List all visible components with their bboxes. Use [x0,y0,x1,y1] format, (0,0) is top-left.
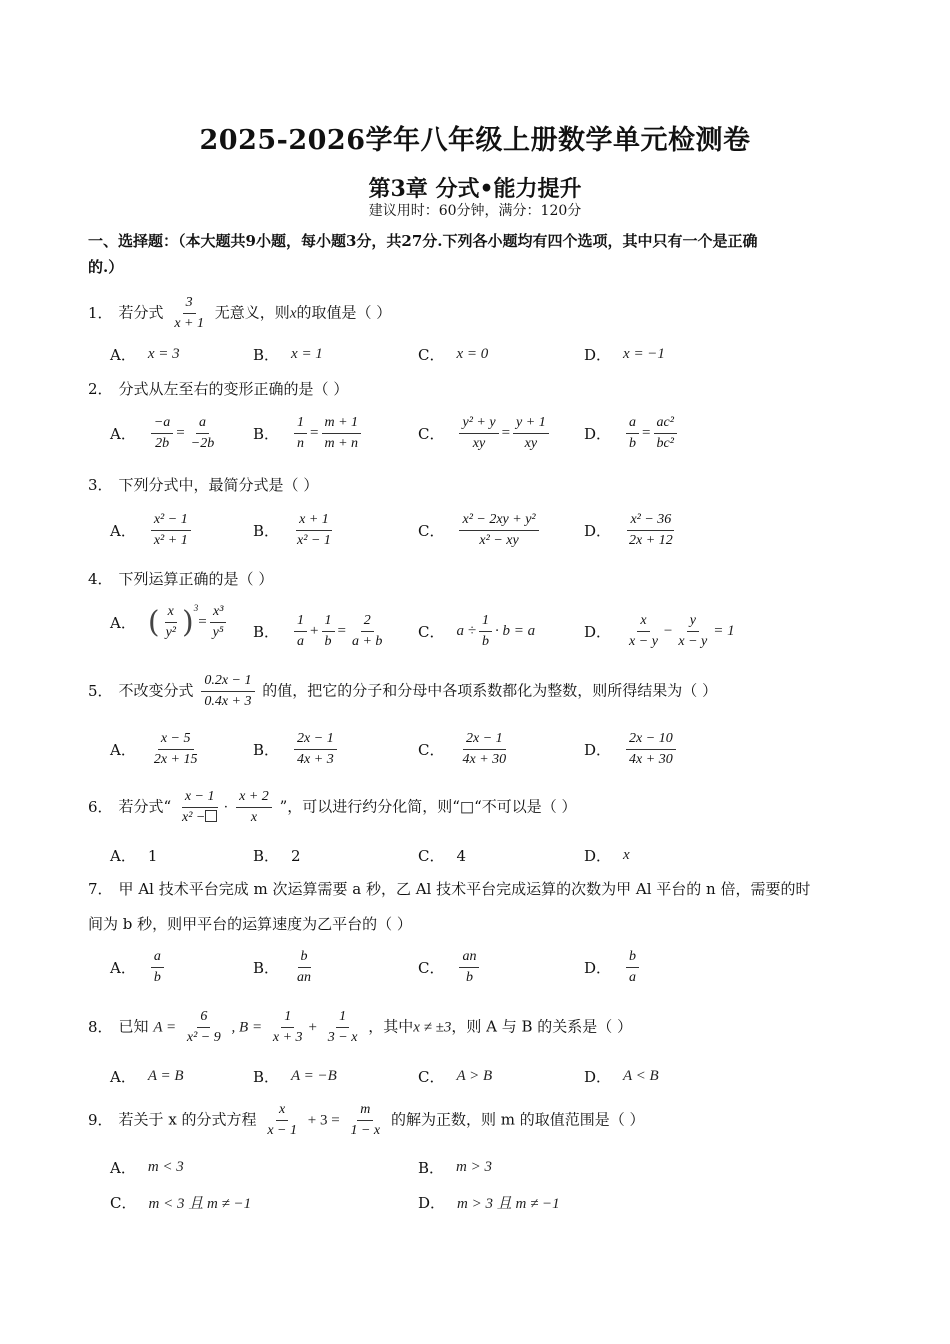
q7-option-c[interactable]: C． $\frac{an}{b}$ [418,948,482,987]
q3-option-d[interactable]: D． $\frac{\text{x² − 36}}{2x + 12}$ [584,512,673,548]
q1-option-a[interactable]: A． x = 3 [110,346,180,364]
q6-option-a[interactable]: A． 1 [110,846,158,865]
question-4: 4． 下列运算正确的是（ ） [88,570,274,588]
exam-title: 2025-2026学年八年级上册数学单元检测卷 [199,125,751,156]
q7-option-d[interactable]: D． $\frac{b}{a}$ [584,948,642,987]
blank-square [205,810,217,822]
q3-option-a[interactable]: A． $\frac{\text{x² − 1}}{\text{x² + 1}}$ [110,511,194,550]
q2-option-d[interactable]: D． $\frac{a}{b}$ = $\frac{\text{ac²}}{\text{bc²}}$ [584,414,680,453]
q4-option-d[interactable]: D． $\frac{x}{x - y}$ − $\frac{y}{x - y}$ = 1 [584,613,735,649]
q3-option-c[interactable]: C． $\frac{\text{x² − 2xy + y²}}{\text{x² − xy}}$ [418,511,542,550]
time-info: 建议用时：60分钟，满分：120分 [368,203,582,219]
q9-option-a[interactable]: A． m < 3 [110,1159,184,1177]
question-5: 5． 不改变分式 $\frac{0.2x - 1}{0.4x + 3}$ 的值，把它的分子和分母中各项系数都化为整数，则所得结果为（ ） [88,673,718,709]
q2-option-c[interactable]: C． $\frac{\text{y² + y}}{xy}$ = $\frac{y + 1}{xy}$ [418,414,552,453]
q9-option-b[interactable]: B． m > 3 [418,1159,492,1177]
q2-option-a[interactable]: A． $\frac{-a}{2b}$ = $\frac{a}{-2b}$ [110,415,215,451]
q8-option-b[interactable]: B． A = −B [253,1068,337,1086]
q5-option-c[interactable]: C． $\frac{2x - 1}{4x + 30}$ [418,731,507,767]
q8-option-c[interactable]: C． A > B [418,1068,493,1086]
q4-option-c[interactable]: C． a ÷ $\frac{1}{b}$ · b = a [418,613,536,649]
q8-option-a[interactable]: A． A = B [110,1068,184,1086]
q8-option-d[interactable]: D． A < B [584,1068,659,1086]
question-7: 7． 甲 Al 技术平台完成 m 次运算需要 a 秒，乙 Al 技术平台完成运算的次数为甲 Al 平台的 n 倍，需要的时 [88,880,811,898]
question-6: 6． 若分式“ $\frac{x - 1}{\text{x² −}}$ · $\frac{x + 2}{x}$ ”，可以进行约分化简，则“□“不可以是（ ） [88,789,577,825]
q3-option-b[interactable]: B． $\frac{x + 1}{\text{x² − 1}}$ [253,512,331,548]
q5-option-a[interactable]: A． $\frac{x - 5}{2x + 15}$ [110,731,198,767]
q5-option-b[interactable]: B． $\frac{2x - 1}{4x + 3}$ [253,730,340,769]
question-3: 3． 下列分式中，最简分式是（ ） [88,476,319,494]
q6-option-c[interactable]: C． 4 [418,846,467,865]
q1-option-c[interactable]: C． x = 0 [418,346,489,364]
q4-option-a[interactable]: A． ( $\frac{x}{\text{y²}}$ ) $^3$ = $\frac{\text{x³}}{\text{y⁵}}$ [110,603,230,642]
q9-option-d[interactable]: D． m > 3 且 m ≠ −1 [418,1194,560,1212]
section-heading: 一、选择题：（本大题共9小题，每小题3分，共27分.下列各小题均有四个选项，其中只有一个是正确 的.） [88,232,758,276]
question-9: 9． 若关于 x 的分式方程 $\frac{x}{x - 1}$ + 3 = $\frac{m}{1 - x}$ 的解为正数，则 m 的取值范围是（ ） [88,1102,645,1138]
q5-option-d[interactable]: D． $\frac{2x - 10}{4x + 30}$ [584,730,679,769]
q7-option-b[interactable]: B． $\frac{b}{an}$ [253,949,312,985]
q6-option-d[interactable]: D． x [584,847,630,865]
q2-option-b[interactable]: B． $\frac{1}{n}$ = $\frac{m + 1}{m + n}$ [253,414,364,453]
question-2: 2． 分式从左至右的变形正确的是（ ） [88,380,349,398]
q9-option-c[interactable]: C． m < 3 且 m ≠ −1 [110,1194,252,1212]
question-1: 1． 若分式 $\frac{3}{x + 1}$ 无意义，则x的取值是（ ） [88,295,392,331]
question-7-line2: 间为 b 秒，则甲平台的运算速度为乙平台的（ ） [88,915,412,933]
q7-option-a[interactable]: A． $\frac{a}{b}$ [110,948,167,987]
q1-fraction: $\frac{3}{x + 1}$ [174,295,205,331]
q4-option-b[interactable]: B． $\frac{1}{a}$ + $\frac{1}{b}$ = $\frac{2}{a + b}$ [253,613,383,649]
q1-option-b[interactable]: B． x = 1 [253,346,323,364]
chapter-subtitle: 第3章 分式•能力提升 [368,176,582,202]
q1-option-d[interactable]: D． x = −1 [584,346,665,364]
question-8: 8． 已知 A = $\frac{6}{\text{x² − 9}}$ , B = $\frac{1}{x + 3}$ + $\frac{1}{3 - x}$ ，其中x ≠ ±3，则 A 与 B 的关系是（ ） [88,1009,633,1045]
q6-option-b[interactable]: B． 2 [253,846,301,865]
